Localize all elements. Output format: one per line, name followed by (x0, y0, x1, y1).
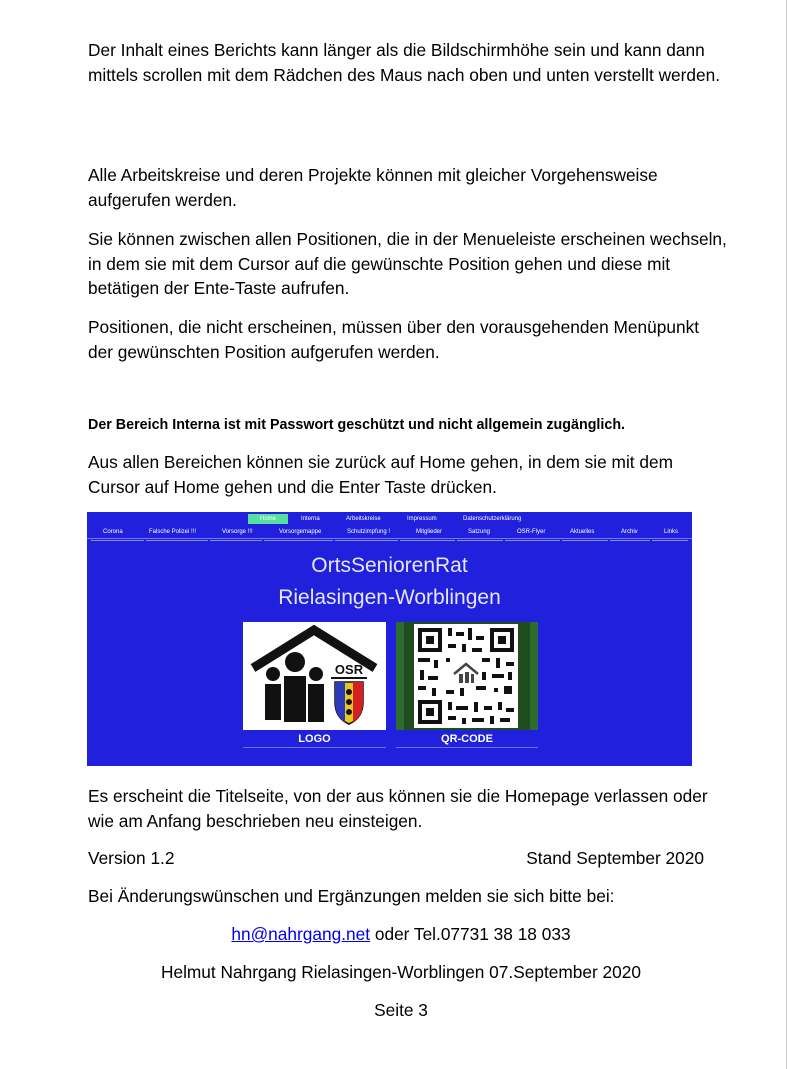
website-screenshot (87, 512, 692, 766)
contact-line (88, 922, 714, 947)
nav-links: Links (664, 529, 679, 535)
nav-impressum: Impressum (407, 516, 437, 522)
paragraph-interna-password: Der Bereich Interna ist mit Passwort geschützt und nicht allgemein zugänglich. (88, 417, 626, 433)
logo-badge-text: OSR (334, 662, 364, 677)
nav-falsche-polizei: Falsche Polizei !!! (149, 529, 197, 535)
nav-datenschutz: Datenschutzerklärung (463, 516, 522, 522)
nav-vorsorge: Vorsorge !!! (222, 529, 253, 535)
paragraph-back-home: Aus allen Bereichen können sie zurück auf Home gehen, in dem sie mit dem Cursor auf Home gehen und die Enter Taste drücken. (88, 452, 673, 497)
nav-vorsorgemappe: Vorsorgemappe (279, 529, 322, 535)
phone-text: oder Tel.07731 38 18 033 (370, 924, 571, 944)
top-navigation (87, 514, 692, 524)
contact-intro: Bei Änderungswünschen und Ergänzungen melden sie sich bitte bei: (88, 886, 615, 906)
nav-interna: Interna (301, 516, 320, 522)
site-title-line2: Rielasingen-Worblingen (278, 586, 501, 609)
paragraph-hidden-positions: Positionen, die nicht erscheinen, müssen über den vorausgehenden Menüpunkt der gewünschten Position aufgerufen werden. (88, 317, 700, 362)
sub-navigation (87, 527, 692, 539)
nav-corona: Corona (103, 529, 123, 535)
author-line: Helmut Nahrgang Rielasingen-Worblingen 07.September 2020 (160, 962, 641, 982)
version-label: Version 1.2 (88, 848, 175, 868)
page-number: Seite 3 (374, 1000, 428, 1020)
paragraph-title-page: Es erscheint die Titelseite, von der aus können sie die Homepage verlassen oder wie am Anfang beschrieben neu einsteigen. (88, 786, 708, 831)
stand-label: Stand September 2020 (526, 848, 704, 868)
qr-caption: QR-CODE (396, 731, 538, 748)
version-line (88, 846, 704, 871)
qr-code (396, 622, 538, 730)
logo-caption: LOGO (243, 731, 386, 748)
paragraph-menu-navigation: Sie können zwischen allen Positionen, die in der Menueleiste erscheinen wechseln, in dem sie mit dem Cursor auf die gewünschte Position gehen und diese mit betätigen der Ente-Taste aufrufen. (88, 229, 727, 298)
osr-logo (243, 622, 386, 730)
nav-arbeitskreise: Arbeitskreise (346, 516, 381, 522)
email-link[interactable]: hn@nahrgang.net (231, 924, 371, 944)
paragraph-arbeitskreise: Alle Arbeitskreise und deren Projekte können mit gleicher Vorgehensweise aufgerufen werden. (88, 165, 658, 210)
nav-archiv: Archiv (621, 529, 638, 535)
nav-aktuelles: Aktuelles (570, 529, 595, 535)
nav-schutzimpfung: Schutzimpfung ! (347, 529, 391, 535)
site-title-line1: OrtsSeniorenRat (311, 554, 468, 577)
nav-mitglieder: Mitglieder (416, 529, 443, 535)
nav-home: Home (248, 514, 288, 524)
nav-osr-flyer: OSR-Flyer (517, 529, 546, 535)
nav-satzung: Satzung (468, 529, 491, 535)
paragraph-scroll-info: Der Inhalt eines Berichts kann länger als die Bildschirmhöhe sein und kann dann mittels scrollen mit dem Rädchen des Maus nach oben und unten verstellt werden. (88, 40, 721, 85)
